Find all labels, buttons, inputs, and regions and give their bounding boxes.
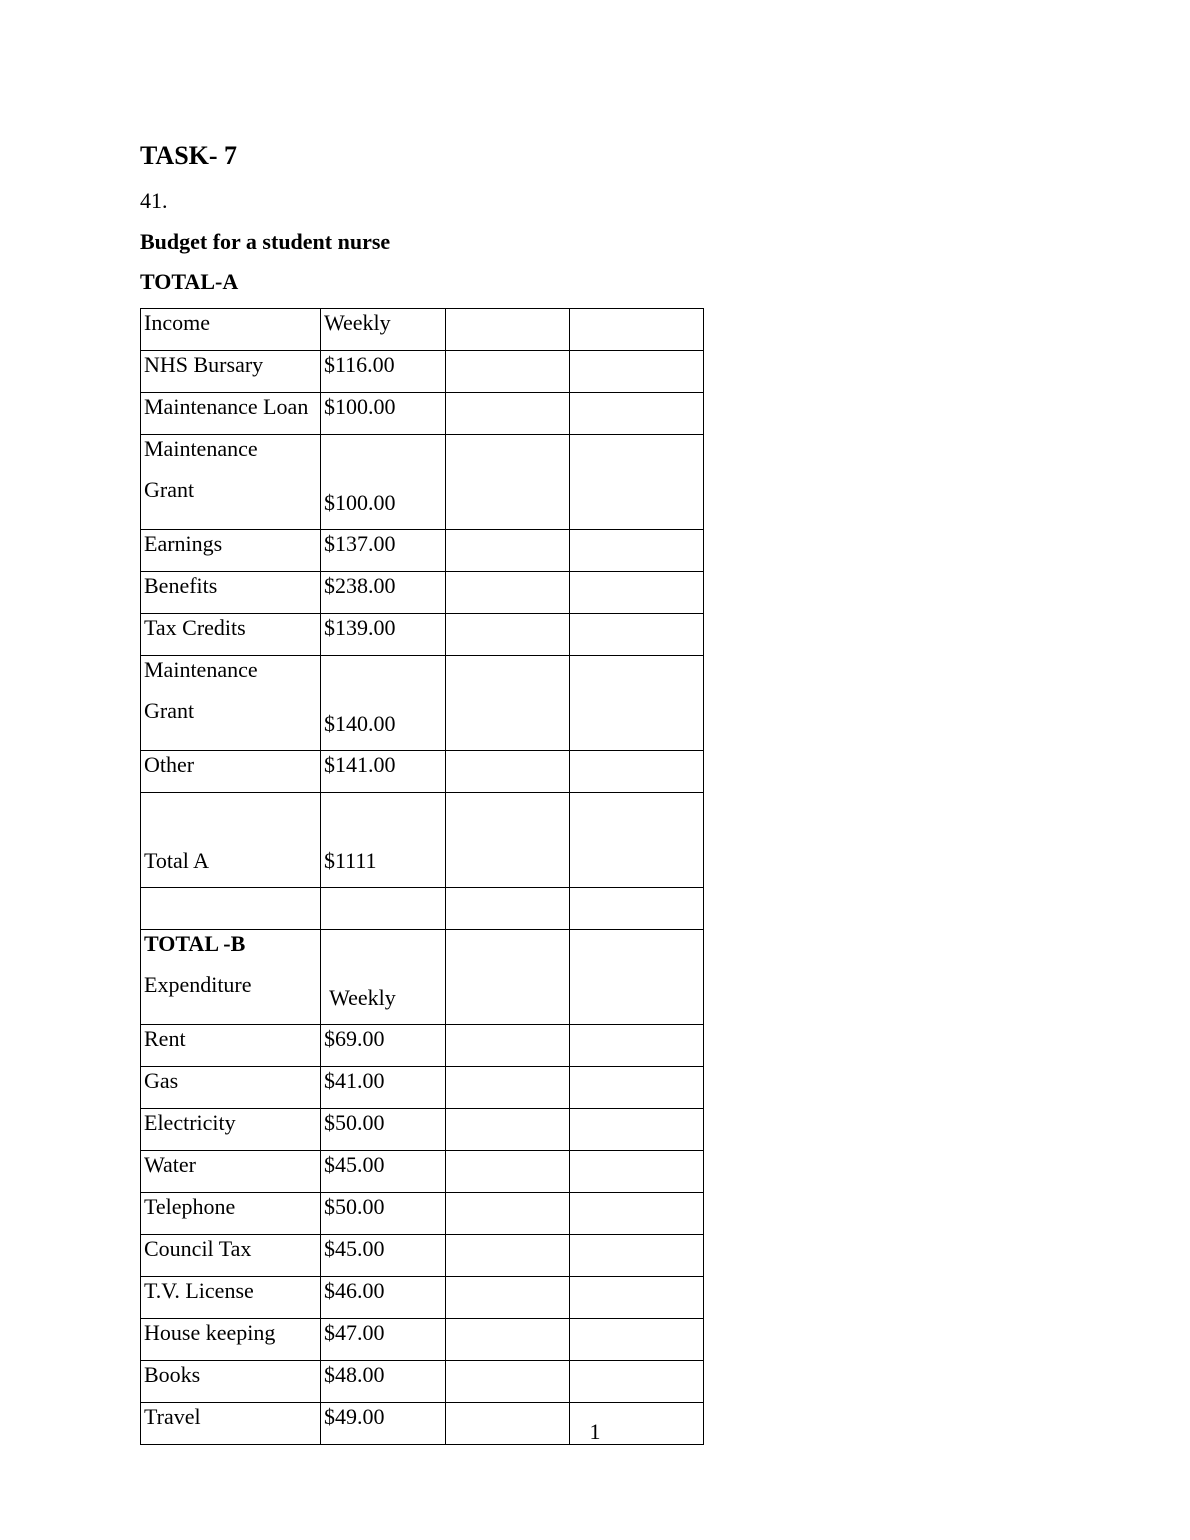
empty-cell [570,1193,704,1235]
expenditure-label: Expenditure [144,972,252,997]
empty-cell [570,1025,704,1067]
row-label [141,656,321,751]
empty-cell [321,888,446,930]
row-value: $137.00 [321,530,446,572]
page-number: 1 [589,1419,601,1444]
row-label-line-2: Grant [144,698,195,723]
row-value: $238.00 [321,572,446,614]
empty-cell [446,751,570,793]
empty-cell [570,888,704,930]
row-label-line-2: Grant [144,477,195,502]
empty-cell [446,1067,570,1109]
question-number: 41. [140,188,168,213]
row-label: Rent [141,1025,321,1067]
table-row [141,1067,704,1109]
task-heading: TASK- 7 [140,141,238,170]
row-label: House keeping [141,1319,321,1361]
empty-cell [446,1109,570,1151]
empty-cell [446,1361,570,1403]
row-label: Books [141,1361,321,1403]
row-value: $47.00 [321,1319,446,1361]
empty-cell [446,530,570,572]
row-value: $69.00 [321,1025,446,1067]
empty-cell [570,1067,704,1109]
empty-cell [570,1361,704,1403]
empty-cell [570,930,704,1025]
table-row [141,1361,704,1403]
row-value: $48.00 [321,1361,446,1403]
empty-cell [446,888,570,930]
empty-cell [570,1277,704,1319]
row-label: Electricity [141,1109,321,1151]
empty-cell [446,1025,570,1067]
row-value: $100.00 [321,393,446,435]
row-label-line-1: Maintenance [144,436,258,461]
empty-cell [570,1319,704,1361]
expenditure-header-period: Weekly [321,930,446,1025]
table-row [141,393,704,435]
empty-cell [570,1109,704,1151]
empty-cell [570,793,704,888]
table-row [141,530,704,572]
row-label: Travel [141,1403,321,1445]
empty-cell [570,656,704,751]
income-header-label: Income [141,309,321,351]
empty-cell [446,1277,570,1319]
total-a-label: Total A [141,793,321,888]
empty-cell [570,309,704,351]
row-label: Telephone [141,1193,321,1235]
row-label: Earnings [141,530,321,572]
row-value: $116.00 [321,351,446,393]
section-a-label: TOTAL-A [140,269,239,294]
row-value: $141.00 [321,751,446,793]
budget-title: Budget for a student nurse [140,229,391,254]
empty-cell [446,1151,570,1193]
empty-cell [446,614,570,656]
empty-cell [570,1151,704,1193]
spacer-row [141,888,704,930]
empty-cell [570,572,704,614]
table-row [141,1109,704,1151]
row-value: $140.00 [321,656,446,751]
row-label: Water [141,1151,321,1193]
empty-cell [446,1319,570,1361]
row-label: Gas [141,1067,321,1109]
table-row [141,1277,704,1319]
table-row [141,1193,704,1235]
row-value: $45.00 [321,1235,446,1277]
row-label: T.V. License [141,1277,321,1319]
empty-cell [570,351,704,393]
empty-cell [141,888,321,930]
table-row [141,751,704,793]
table-row [141,351,704,393]
section-b-label: TOTAL -B [144,931,246,956]
table-row [141,1235,704,1277]
budget-table [140,308,704,1445]
table-row [141,614,704,656]
total-a-row [141,793,704,888]
row-label: Benefits [141,572,321,614]
empty-cell [446,1193,570,1235]
row-value: $139.00 [321,614,446,656]
income-header-period: Weekly [321,309,446,351]
empty-cell [570,1235,704,1277]
row-label [141,435,321,530]
table-row [141,1025,704,1067]
table-row [141,435,704,530]
empty-cell [446,393,570,435]
row-value: $46.00 [321,1277,446,1319]
expenditure-header-label [141,930,321,1025]
empty-cell [446,656,570,751]
empty-cell [570,614,704,656]
total-a-value: $1111 [321,793,446,888]
empty-cell [570,435,704,530]
table-row [141,656,704,751]
empty-cell [570,751,704,793]
row-value: $45.00 [321,1151,446,1193]
row-value: $41.00 [321,1067,446,1109]
table-row [141,1319,704,1361]
empty-cell [446,1235,570,1277]
row-value: $100.00 [321,435,446,530]
empty-cell [446,793,570,888]
table-row [141,572,704,614]
row-label: NHS Bursary [141,351,321,393]
empty-cell [446,351,570,393]
empty-cell [446,435,570,530]
row-value: $50.00 [321,1109,446,1151]
expenditure-header-row [141,930,704,1025]
row-label: Tax Credits [141,614,321,656]
empty-cell [446,309,570,351]
empty-cell [446,930,570,1025]
row-label: Maintenance Loan [141,393,321,435]
row-value: $49.00 [321,1403,446,1445]
income-header-row [141,309,704,351]
table-row [141,1151,704,1193]
row-value: $50.00 [321,1193,446,1235]
row-label-line-1: Maintenance [144,657,258,682]
empty-cell [570,393,704,435]
empty-cell [570,530,704,572]
empty-cell [446,572,570,614]
row-label: Other [141,751,321,793]
row-label: Council Tax [141,1235,321,1277]
